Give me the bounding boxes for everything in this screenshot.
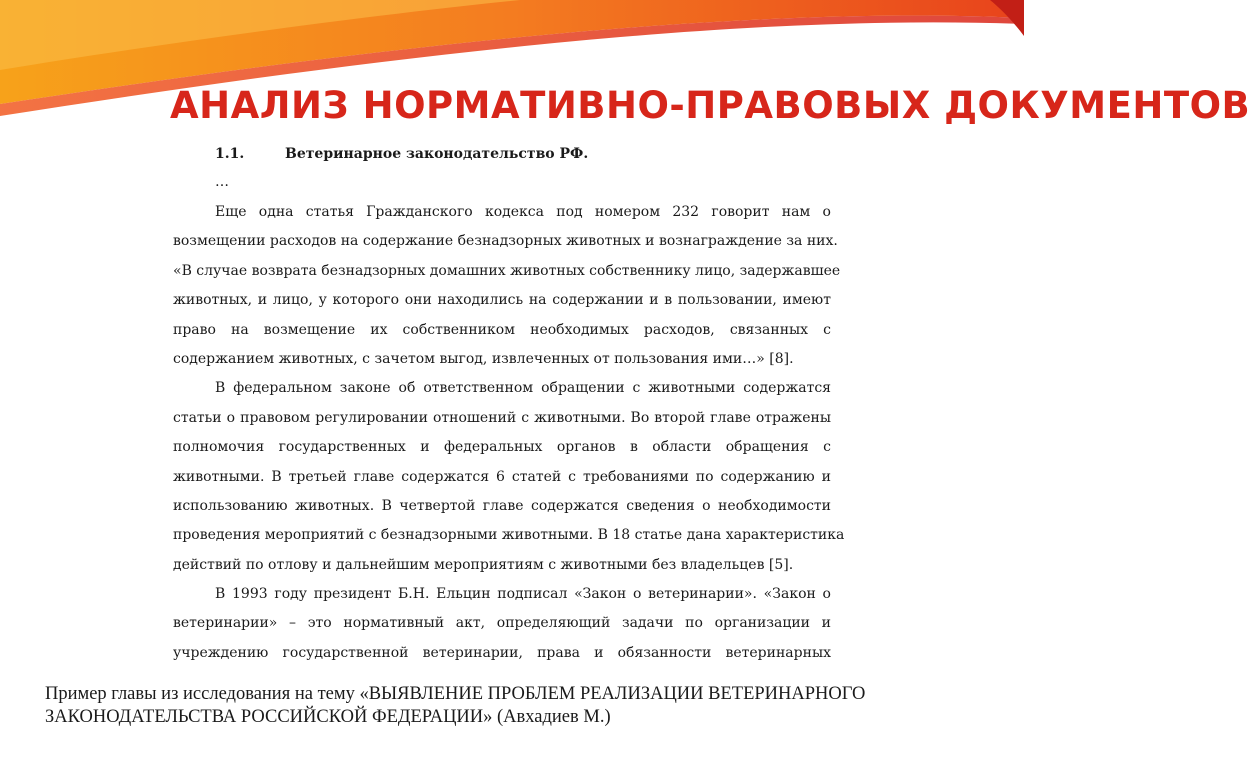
text-line: использованию животных. В четвертой главе содержатся сведения о необходимости (173, 497, 831, 514)
ellipsis: … (215, 174, 229, 190)
text-line: животными. В третьей главе содержатся 6 статей с требованиями по содержанию и (173, 468, 831, 485)
text-line: право на возмещение их собственником необходимых расходов, связанных с (173, 321, 831, 338)
text-line: содержанием животных, с зачетом выгод, извлеченных от пользования ими…» [8]. (173, 350, 794, 367)
text-line: В 1993 году президент Б.Н. Ельцин подписал «Закон о ветеринарии». «Закон о (215, 586, 831, 603)
text-line: животных, и лицо, у которого они находились на содержании и в пользовании, имеют (173, 292, 831, 309)
text-line: «В случае возврата безнадзорных домашних животных собственнику лицо, задержавшее (173, 262, 841, 279)
text-line: возмещении расходов на содержание безнадзорных животных и вознаграждение за них. (173, 233, 838, 250)
text-line: учреждению государственной ветеринарии, права и обязанности ветеринарных (173, 644, 831, 661)
text-line: действий по отлову и дальнейшим мероприятиям с животными без владельцев [5]. (173, 556, 794, 573)
slide-caption: Пример главы из исследования на тему «ВЫЯВЛЕНИЕ ПРОБЛЕМ РЕАЛИЗАЦИИ ВЕТЕРИНАРНОГО ЗАКОНОДАТЕЛЬСТВА РОССИЙСКОЙ ФЕДЕРАЦИИ» (Авхадиев М.) (45, 684, 866, 727)
text-line: статьи о правовом регулировании отношений с животными. Во второй главе отражены (173, 409, 831, 426)
section-heading (215, 146, 588, 162)
section-title: Ветеринарное законодательство РФ. (285, 146, 589, 162)
text-line: проведения мероприятий с безнадзорными животными. В 18 статье дана характеристика (173, 527, 845, 544)
text-line: В федеральном законе об ответственном обращении с животными содержатся (215, 380, 831, 397)
text-line: полномочия государственных и федеральных органов в области обращения с (173, 439, 831, 456)
text-line: ветеринарии» – это нормативный акт, определяющий задачи по организации и (173, 615, 831, 632)
document-excerpt (173, 140, 845, 667)
text-line: Еще одна статья Гражданского кодекса под номером 232 говорит нам о (215, 204, 831, 220)
document-body (173, 198, 845, 668)
section-number: 1.1. (215, 146, 245, 162)
slide-title: АНАЛИЗ НОРМАТИВНО-ПРАВОВЫХ ДОКУМЕНТОВ (170, 84, 1250, 127)
